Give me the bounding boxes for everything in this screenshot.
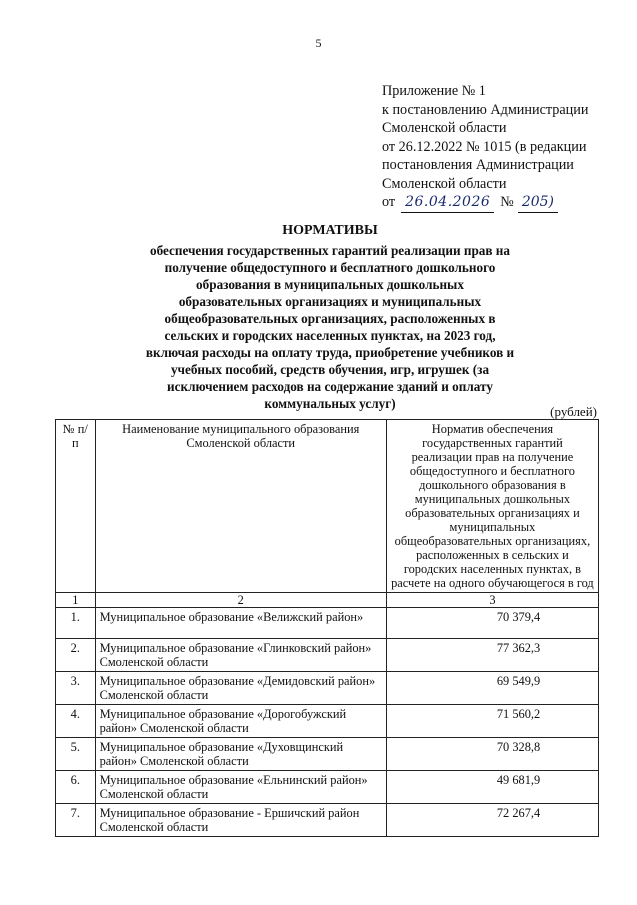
- table-row: [56, 672, 599, 705]
- title-line: общеобразовательных организациях, расположенных в: [164, 311, 496, 326]
- appendix-line: Смоленской области: [382, 120, 507, 136]
- row-name: Муниципальное образование «Духовщинский район» Смоленской области: [95, 738, 386, 771]
- resolution-date-line: [382, 193, 622, 213]
- appendix-line: от 26.12.2022 № 1015 (в редакции: [382, 138, 587, 155]
- appendix-line: Приложение № 1: [382, 83, 486, 99]
- table-header-row: [56, 420, 599, 593]
- row-value: 77 362,3: [386, 639, 598, 672]
- column-index-row: [56, 593, 599, 608]
- title-line: коммунальных услуг): [264, 396, 396, 411]
- header-num: № п/п: [56, 420, 96, 593]
- appendix-line: Смоленской области: [382, 175, 507, 192]
- row-num: 7.: [56, 804, 96, 837]
- row-value: 70 328,8: [386, 738, 598, 771]
- from-label: от: [382, 194, 396, 210]
- table-row: [56, 771, 599, 804]
- column-index: 2: [95, 593, 386, 608]
- row-name: Муниципальное образование - Ершичский район Смоленской области: [95, 804, 386, 837]
- row-name: Муниципальное образование «Демидовский район» Смоленской области: [95, 672, 386, 705]
- row-value: 70 379,4: [386, 608, 598, 639]
- table-row: [56, 639, 599, 672]
- table-row: [56, 804, 599, 837]
- appendix-header: [382, 82, 622, 213]
- row-value: 71 560,2: [386, 705, 598, 738]
- units-label: (рублей): [550, 404, 597, 419]
- header-name: Наименование муниципального образования Смоленской области: [95, 420, 386, 593]
- header-norm: Норматив обеспечения государственных гарантий реализации прав на получение общедоступного и бесплатного дошкольного образования в муниципальных дошкольных образовательных организациях и муниципальных общеобразовательных организациях, расположенных в сельских и городских населенных пунктах, в расчете на одного обучающегося в год: [386, 420, 598, 593]
- title-line: учебных пособий, средств обучения, игр, игрушек (за: [170, 362, 490, 377]
- handwritten-number: 205): [518, 193, 558, 213]
- row-name: Муниципальное образование «Велижский район»: [95, 608, 386, 639]
- number-label: №: [500, 194, 514, 210]
- column-index: 3: [386, 593, 598, 608]
- title-main: НОРМАТИВЫ: [282, 223, 378, 238]
- row-name: Муниципальное образование «Глинковский район» Смоленской области: [95, 639, 386, 672]
- column-index: 1: [56, 593, 96, 608]
- row-value: 72 267,4: [386, 804, 598, 837]
- row-value: 49 681,9: [386, 771, 598, 804]
- title-line: образовательных организациях и муниципальных: [178, 294, 482, 309]
- table-row: [56, 608, 599, 639]
- handwritten-date: 26.04.2026: [401, 193, 494, 213]
- document-title: [60, 222, 600, 412]
- row-value: 69 549,9: [386, 672, 598, 705]
- row-name: Муниципальное образование «Дорогобужский район» Смоленской области: [95, 705, 386, 738]
- row-num: 1.: [56, 608, 96, 639]
- title-line: исключением расходов на содержание зданий и оплату: [167, 379, 493, 394]
- row-num: 5.: [56, 738, 96, 771]
- row-num: 3.: [56, 672, 96, 705]
- page-number: 5: [315, 36, 322, 50]
- norms-table: [55, 419, 599, 837]
- title-line: включая расходы на оплату труда, приобретение учебников и: [145, 345, 515, 360]
- row-num: 4.: [56, 705, 96, 738]
- row-num: 2.: [56, 639, 96, 672]
- appendix-line: постановления Администрации: [382, 157, 574, 173]
- title-line: обеспечения государственных гарантий реализации прав на: [149, 243, 510, 258]
- title-line: образования в муниципальных дошкольных: [196, 277, 464, 292]
- appendix-line: к постановлению Администрации: [382, 101, 589, 118]
- title-line: сельских и городских населенных пунктах, на 2023 год,: [164, 328, 496, 343]
- title-line: получение общедоступного и бесплатного дошкольного: [164, 260, 496, 275]
- table-row: [56, 705, 599, 738]
- table-row: [56, 738, 599, 771]
- row-name: Муниципальное образование «Ельнинский район» Смоленской области: [95, 771, 386, 804]
- row-num: 6.: [56, 771, 96, 804]
